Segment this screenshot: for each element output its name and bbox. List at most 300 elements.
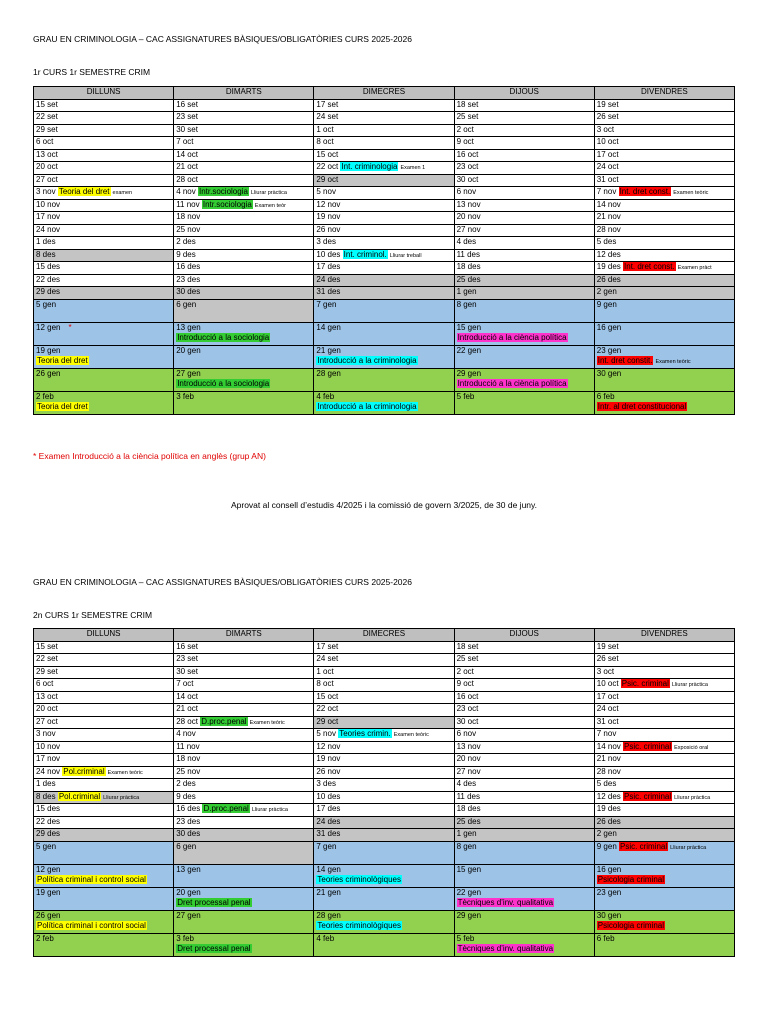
date-label: 22 des xyxy=(36,816,61,826)
date-label: 22 set xyxy=(36,112,58,121)
date-label: 4 des xyxy=(456,779,477,788)
table-row xyxy=(34,368,735,391)
day-cell xyxy=(34,933,174,956)
table-row xyxy=(34,112,735,125)
calendar-body-1 xyxy=(34,99,735,414)
day-cell xyxy=(594,841,734,864)
day-cell xyxy=(34,149,174,162)
date-label: 1 des xyxy=(36,237,56,246)
day-cell xyxy=(174,804,314,817)
table-row xyxy=(34,274,735,287)
course-exam-label: Dret processal penal xyxy=(177,897,251,907)
day-cell xyxy=(314,666,454,679)
exam-note: Lliurar pràctica xyxy=(671,682,708,688)
day-cell xyxy=(174,345,314,368)
day-cell xyxy=(314,829,454,842)
day-cell xyxy=(314,137,454,150)
date-label: 6 nov xyxy=(456,729,477,738)
day-cell xyxy=(174,691,314,704)
date-label: 23 oct xyxy=(456,162,479,171)
table-row xyxy=(34,187,735,200)
date-label: 23 des xyxy=(176,816,201,826)
course-highlight: Psic. criminal xyxy=(624,741,672,751)
date-label: 23 gen xyxy=(596,345,622,355)
day-cell xyxy=(594,187,734,200)
date-label: 30 set xyxy=(176,666,198,676)
date-label: 4 nov xyxy=(176,187,196,196)
day-cell xyxy=(34,779,174,792)
course-highlight: Pol.criminal xyxy=(63,766,105,776)
date-label: 21 nov xyxy=(596,212,621,221)
date-label: 28 gen xyxy=(316,368,341,378)
day-cell xyxy=(594,174,734,187)
date-label: 17 nov xyxy=(36,754,61,763)
table-row xyxy=(34,779,735,792)
table-row xyxy=(34,162,735,175)
day-cell xyxy=(454,779,594,792)
table-row xyxy=(34,864,735,887)
exam-note: Examen teòric xyxy=(393,732,429,738)
course-exam-label: Int. dret constit. xyxy=(597,355,653,365)
date-label: 7 oct xyxy=(176,137,194,146)
course-exam-label: Introducció a la sociologia xyxy=(177,378,270,388)
date-label: 5 gen xyxy=(36,299,57,309)
day-cell xyxy=(314,754,454,767)
date-label: 10 des xyxy=(316,249,341,259)
date-label: 17 nov xyxy=(36,212,61,221)
table-row xyxy=(34,754,735,767)
day-cell xyxy=(454,187,594,200)
date-label: 13 oct xyxy=(36,691,58,701)
date-label: 2 oct xyxy=(456,666,474,676)
course-exam-label: Política criminal i control social xyxy=(37,920,146,930)
date-label: 1 oct xyxy=(316,124,334,134)
day-cell xyxy=(174,149,314,162)
day-cell xyxy=(174,368,314,391)
day-cell xyxy=(34,864,174,887)
day-cell xyxy=(594,99,734,112)
calendar-body-2 xyxy=(34,641,735,956)
date-label: 31 des xyxy=(316,287,341,296)
day-cell xyxy=(594,112,734,125)
course-highlight: Int. criminologia xyxy=(341,162,398,171)
date-label: 16 set xyxy=(176,641,198,651)
day-cell xyxy=(594,274,734,287)
date-label: 3 des xyxy=(316,779,336,788)
course-exam-label: Intr. al dret constitucional xyxy=(597,401,687,411)
date-label: 6 gen xyxy=(176,299,197,309)
day-cell xyxy=(454,691,594,704)
date-label: 3 feb xyxy=(176,391,194,401)
date-label: 7 gen xyxy=(316,841,337,851)
date-label: 2 gen xyxy=(596,829,617,838)
date-label: 15 oct xyxy=(316,691,339,701)
table-row xyxy=(34,237,735,250)
date-label: 30 des xyxy=(176,829,201,838)
date-label: 22 des xyxy=(36,274,61,284)
exam-note: Examen 1 xyxy=(400,165,426,171)
day-cell xyxy=(454,766,594,779)
day-cell xyxy=(34,716,174,729)
table-row xyxy=(34,816,735,829)
day-cell xyxy=(594,666,734,679)
table-row xyxy=(34,391,735,414)
day-cell xyxy=(594,237,734,250)
footnote: * Examen Introducció a la ciència política en anglès (grup AN) xyxy=(33,451,266,461)
date-label: 29 oct xyxy=(316,716,339,726)
date-label: 1 oct xyxy=(316,666,334,676)
day-cell xyxy=(594,149,734,162)
day-cell xyxy=(34,162,174,175)
date-label: 5 nov xyxy=(316,729,336,738)
date-label: 23 gen xyxy=(596,887,622,897)
date-label: 9 gen xyxy=(596,299,617,309)
day-cell xyxy=(314,933,454,956)
header-dilluns: DILLUNS xyxy=(34,87,174,100)
table-row xyxy=(34,287,735,300)
day-cell xyxy=(174,641,314,654)
day-cell xyxy=(314,791,454,804)
day-cell xyxy=(34,345,174,368)
date-label: 6 oct xyxy=(36,679,54,688)
day-cell xyxy=(34,322,174,345)
table-row xyxy=(34,910,735,933)
day-cell xyxy=(314,887,454,910)
table-row xyxy=(34,124,735,137)
date-label: 15 set xyxy=(36,99,58,109)
table-row xyxy=(34,199,735,212)
date-label: 10 des xyxy=(316,791,341,801)
table-row xyxy=(34,262,735,275)
date-label: 24 oct xyxy=(596,162,619,171)
day-cell xyxy=(594,212,734,225)
day-cell xyxy=(454,162,594,175)
date-label: 8 oct xyxy=(316,679,334,688)
course-highlight: Teoria del dret xyxy=(58,187,110,196)
day-cell xyxy=(594,779,734,792)
day-cell xyxy=(34,137,174,150)
date-label: 12 gen xyxy=(36,864,61,874)
date-label: 22 oct xyxy=(316,162,339,171)
day-cell xyxy=(454,149,594,162)
date-label: 20 gen xyxy=(176,887,201,897)
day-cell xyxy=(314,237,454,250)
day-cell xyxy=(34,391,174,414)
date-label: 8 des xyxy=(36,249,56,259)
date-label: 10 nov xyxy=(36,741,61,751)
date-label: 14 gen xyxy=(316,864,341,874)
date-label: 27 gen xyxy=(176,910,201,920)
header-dijous: DIJOUS xyxy=(454,87,594,100)
exam-note: examen xyxy=(112,190,133,196)
date-label: 16 set xyxy=(176,99,198,109)
date-label: 15 gen xyxy=(456,864,482,874)
date-label: 2 feb xyxy=(36,933,54,943)
section-2-subtitle: 2n CURS 1r SEMESTRE CRIM xyxy=(33,610,153,620)
day-cell xyxy=(454,274,594,287)
table-row xyxy=(34,174,735,187)
course-highlight: Teories crimin. xyxy=(339,729,391,738)
date-label: 19 gen xyxy=(36,887,61,897)
day-cell xyxy=(34,224,174,237)
course-exam-label: Teoria del dret xyxy=(37,355,88,365)
date-label: 29 set xyxy=(36,666,58,676)
date-label: 13 gen xyxy=(176,864,201,874)
day-cell xyxy=(454,641,594,654)
section-1-subtitle: 1r CURS 1r SEMESTRE CRIM xyxy=(33,67,151,77)
date-label: 26 set xyxy=(596,112,619,121)
date-label: 9 des xyxy=(176,791,196,801)
exam-note: Lliurar pràctica xyxy=(250,190,287,196)
day-cell xyxy=(454,174,594,187)
exam-note: Exposició oral xyxy=(674,744,709,751)
day-cell xyxy=(454,704,594,717)
date-label: 30 gen xyxy=(596,910,622,920)
date-label: 3 oct xyxy=(596,124,615,134)
day-cell xyxy=(594,345,734,368)
table-row xyxy=(34,99,735,112)
day-cell xyxy=(34,237,174,250)
date-label: 13 gen xyxy=(176,322,201,332)
course-exam-label: Introducció a la sociologia xyxy=(177,332,270,342)
day-cell xyxy=(34,368,174,391)
calendar-table-2 xyxy=(33,628,735,957)
date-label: 14 nov xyxy=(596,199,621,209)
date-label: 21 oct xyxy=(176,704,198,713)
day-cell xyxy=(174,391,314,414)
date-label: 4 nov xyxy=(176,729,196,738)
day-cell xyxy=(454,368,594,391)
course-highlight: Psic. criminal xyxy=(624,791,672,801)
date-label: 26 set xyxy=(596,654,619,663)
date-label: 30 des xyxy=(176,287,201,296)
date-label: 3 nov xyxy=(36,729,56,738)
table-row xyxy=(34,641,735,654)
course-exam-label: Psicologia criminal xyxy=(597,920,664,930)
day-cell xyxy=(454,345,594,368)
date-label: 16 des xyxy=(176,262,201,271)
day-cell xyxy=(454,887,594,910)
day-cell xyxy=(314,345,454,368)
day-cell xyxy=(174,754,314,767)
day-cell xyxy=(454,137,594,150)
date-label: 6 nov xyxy=(456,187,477,196)
day-cell xyxy=(594,137,734,150)
date-label: 26 nov xyxy=(316,766,341,776)
date-label: 17 des xyxy=(316,804,341,813)
day-cell xyxy=(314,274,454,287)
day-cell xyxy=(174,841,314,864)
date-label: 29 des xyxy=(36,829,61,838)
day-cell xyxy=(594,864,734,887)
course-exam-label: Tècniques d’inv. qualitativa xyxy=(457,943,554,953)
date-label: 29 des xyxy=(36,287,61,296)
exam-note: Lliurar treball xyxy=(389,252,422,259)
day-cell xyxy=(314,124,454,137)
day-cell xyxy=(174,654,314,667)
date-label: 2 feb xyxy=(36,391,54,401)
date-label: 28 nov xyxy=(596,224,621,234)
course-highlight: Pol.criminal xyxy=(58,791,101,801)
day-cell xyxy=(34,791,174,804)
day-cell xyxy=(454,224,594,237)
date-label: 15 oct xyxy=(316,149,339,159)
day-cell xyxy=(594,741,734,754)
date-label: 15 set xyxy=(36,641,58,651)
day-cell xyxy=(174,729,314,742)
date-label: 12 nov xyxy=(316,199,341,209)
course-highlight: Int. dret const. xyxy=(619,187,671,196)
day-cell xyxy=(594,910,734,933)
day-cell xyxy=(594,729,734,742)
date-label: 15 des xyxy=(36,262,61,271)
date-label: 18 des xyxy=(456,804,481,813)
course-exam-label: Introducció a la criminologia xyxy=(317,401,417,411)
date-label: 21 nov xyxy=(596,754,621,763)
date-label: 5 feb xyxy=(456,933,475,943)
day-cell xyxy=(314,641,454,654)
date-label: 18 des xyxy=(456,262,481,271)
date-label: 29 gen xyxy=(456,910,482,920)
day-cell xyxy=(174,124,314,137)
date-label: 31 oct xyxy=(596,174,619,184)
date-label: 25 des xyxy=(456,816,481,826)
day-cell xyxy=(174,137,314,150)
course-exam-label: Introducció a la criminologia xyxy=(317,355,417,365)
day-cell xyxy=(594,887,734,910)
date-label: 14 oct xyxy=(176,149,198,159)
date-label: 6 feb xyxy=(596,391,615,401)
table-row xyxy=(34,729,735,742)
date-label: 28 oct xyxy=(176,174,198,184)
course-exam-label: Política criminal i control social xyxy=(37,874,146,884)
date-label: 24 nov xyxy=(36,766,61,776)
date-label: 13 nov xyxy=(456,199,481,209)
course-exam-label: Teories criminològiques xyxy=(317,920,401,930)
day-cell xyxy=(594,829,734,842)
table-row xyxy=(34,766,735,779)
date-label: 10 oct xyxy=(596,137,619,146)
date-label: 8 oct xyxy=(316,137,334,146)
day-cell xyxy=(34,212,174,225)
course-highlight: Psic. criminal xyxy=(621,679,669,688)
course-highlight: Int. dret const. xyxy=(624,262,675,271)
date-label: 9 oct xyxy=(456,137,474,146)
date-label: 9 oct xyxy=(456,679,474,688)
date-label: 26 des xyxy=(596,816,621,826)
date-label: 28 nov xyxy=(596,766,621,776)
day-cell xyxy=(174,829,314,842)
day-cell xyxy=(314,262,454,275)
table-row xyxy=(34,933,735,956)
day-cell xyxy=(594,933,734,956)
day-cell xyxy=(174,716,314,729)
day-cell xyxy=(34,262,174,275)
date-label: 27 nov xyxy=(456,766,481,776)
day-cell xyxy=(454,729,594,742)
date-label: 23 set xyxy=(176,112,198,121)
day-cell xyxy=(174,791,314,804)
date-label: 3 oct xyxy=(596,666,615,676)
date-label: 4 feb xyxy=(316,391,335,401)
day-cell xyxy=(314,249,454,262)
date-label: 25 nov xyxy=(176,766,201,776)
table-row xyxy=(34,654,735,667)
day-cell xyxy=(174,666,314,679)
day-cell xyxy=(314,299,454,322)
date-label: 6 oct xyxy=(36,137,54,146)
date-label: 25 des xyxy=(456,274,481,284)
table-row xyxy=(34,704,735,717)
day-cell xyxy=(314,804,454,817)
exam-note: Lliurar pràctica xyxy=(670,844,707,851)
date-label: 20 nov xyxy=(456,212,481,221)
day-cell xyxy=(594,249,734,262)
date-label: 22 gen xyxy=(456,345,482,355)
header-dimecres: DIMECRES xyxy=(314,87,454,100)
day-cell xyxy=(34,274,174,287)
date-label: 17 oct xyxy=(596,691,619,701)
day-cell xyxy=(174,766,314,779)
date-label: 3 feb xyxy=(176,933,194,943)
date-label: 20 nov xyxy=(456,754,481,763)
date-label: 19 set xyxy=(596,641,619,651)
day-cell xyxy=(34,679,174,692)
date-label: 26 nov xyxy=(316,224,341,234)
day-cell xyxy=(314,99,454,112)
date-label: 20 oct xyxy=(36,704,58,713)
day-cell xyxy=(594,704,734,717)
day-cell xyxy=(454,804,594,817)
date-label: 17 set xyxy=(316,99,339,109)
day-cell xyxy=(34,754,174,767)
date-label: 25 nov xyxy=(176,224,201,234)
date-label: 28 oct xyxy=(176,716,198,726)
day-cell xyxy=(34,741,174,754)
day-cell xyxy=(174,322,314,345)
day-cell xyxy=(594,199,734,212)
table-header-row xyxy=(34,87,735,100)
day-cell xyxy=(454,124,594,137)
day-cell xyxy=(314,841,454,864)
day-cell xyxy=(594,766,734,779)
date-label: 30 gen xyxy=(596,368,622,378)
table-row xyxy=(34,137,735,150)
day-cell xyxy=(314,779,454,792)
day-cell xyxy=(594,691,734,704)
day-cell xyxy=(314,224,454,237)
day-cell xyxy=(454,754,594,767)
day-cell xyxy=(174,174,314,187)
date-label: 19 des xyxy=(596,804,621,813)
day-cell xyxy=(174,199,314,212)
day-cell xyxy=(314,199,454,212)
day-cell xyxy=(314,287,454,300)
course-exam-label: Teoria del dret xyxy=(37,401,88,411)
day-cell xyxy=(454,791,594,804)
day-cell xyxy=(34,641,174,654)
date-label: 24 des xyxy=(316,274,341,284)
table-row xyxy=(34,791,735,804)
date-label: 18 set xyxy=(456,641,479,651)
day-cell xyxy=(454,322,594,345)
date-label: 8 des xyxy=(36,791,56,801)
day-cell xyxy=(454,910,594,933)
table-row xyxy=(34,149,735,162)
date-label: 27 nov xyxy=(456,224,481,234)
course-exam-label: Dret processal penal xyxy=(177,943,251,953)
date-label: 20 gen xyxy=(176,345,201,355)
